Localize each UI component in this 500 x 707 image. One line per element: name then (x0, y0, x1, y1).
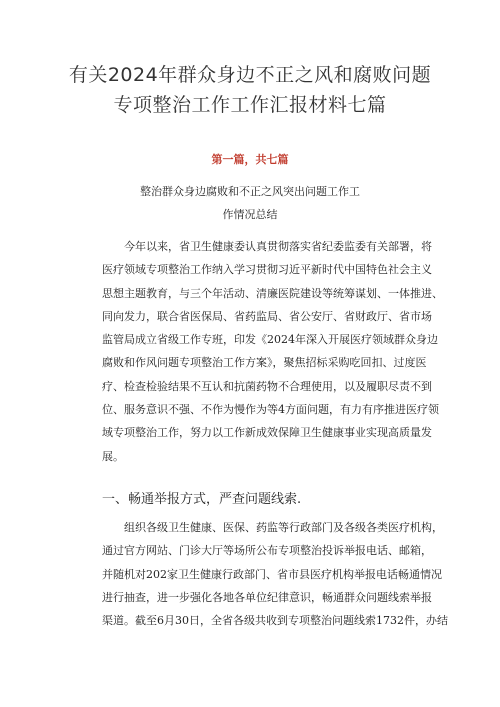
article-subtitle-line-2: 作情况总结 (222, 208, 278, 221)
paragraph-line: 渠道。截至6月30日，全省各级共收到专项整治问题线索1732件，办结 (102, 614, 448, 628)
article-subtitle-line-1: 整治群众身边腐败和不正之风突出问题工作工 (140, 185, 360, 198)
paragraph-line: 展。 (102, 449, 124, 463)
paragraph-line: 腐败和作风问题专项整治工作方案》，聚焦招标采购吃回扣、过度医 (102, 356, 427, 370)
paragraph-1 (102, 235, 443, 468)
paragraph-line: 进行抽查，进一步强化各地各单位纪律意识，畅通群众问题线索举报 (102, 590, 432, 604)
paragraph-line: 医疗领域专项整治工作纳入学习贯彻习近平新时代中国特色社会主义 (102, 263, 432, 277)
paragraph-line: 位、服务意识不强、不作为慢作为等4方面问题，有力有序推进医疗领 (102, 403, 439, 417)
paragraph-line: 同向发力，联合省医保局、省药监局、省公安厅、省财政厅、省市场 (102, 309, 432, 323)
paragraph-line: 监管局成立省级工作专班，印发《2024年深入开展医疗领域群众身边 (102, 333, 438, 347)
paragraph-line: 疗、检查检验结果不互认和抗菌药物不合理使用，以及履职尽责不到 (102, 379, 432, 393)
paragraph-line: 通过官方网站、门诊大厅等场所公布专项整治投诉举报电话、邮箱， (102, 544, 432, 558)
paragraph-line: 并随机对202家卫生健康行政部门、省市县医疗机构举报电话畅通情况 (102, 567, 442, 581)
section-heading-1: 一、畅通举报方式，严查问题线索. (102, 492, 302, 507)
paragraph-2 (102, 516, 448, 632)
paragraph-line: 组织各级卫生健康、医保、药监等行政部门及各级各类医疗机构， (102, 521, 443, 534)
section-label: 第一篇，共七篇 (211, 153, 289, 166)
document-title-line-2: 专项整治工作工作汇报材料七篇 (113, 94, 387, 116)
paragraph-line: 思想主题教育，与三个年活动、清廉医院建设等统筹谋划、一体推进、 (102, 286, 443, 300)
paragraph-line: 域专项整治工作，努力以工作新成效保障卫生健康事业实现高质量发 (102, 426, 432, 440)
paragraph-line: 今年以来，省卫生健康委认真贯彻落实省纪委监委有关部署，将 (102, 240, 432, 253)
document-title-line-1: 有关2024年群众身边不正之风和腐败问题 (68, 64, 432, 86)
